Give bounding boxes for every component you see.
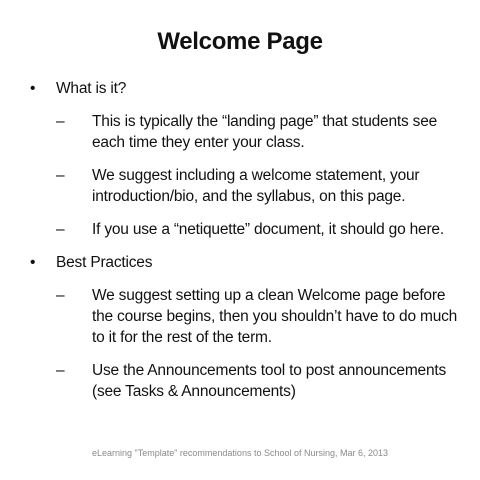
sub-bullet-text: Use the Announcements tool to post announcements (see Tasks & Announcements) xyxy=(92,362,447,400)
bullet-text: What is it? xyxy=(56,80,127,97)
dash-marker: – xyxy=(56,221,65,238)
sub-bullet-text: If you use a “netiquette” document, it should go here. xyxy=(92,221,444,238)
dash-marker: – xyxy=(56,113,65,130)
sub-bullet-item xyxy=(30,165,460,207)
bullet-marker: • xyxy=(30,254,36,271)
dash-marker: – xyxy=(56,287,65,304)
sub-bullet-item xyxy=(30,360,460,402)
dash-marker: – xyxy=(56,167,65,184)
bullet-marker: • xyxy=(30,80,36,97)
bullet-item-best-practices xyxy=(30,252,460,273)
slide-body xyxy=(30,78,460,414)
slide-title: Welcome Page xyxy=(157,28,323,55)
slide-footer: eLearning "Template" recommendations to School of Nursing, Mar 6, 2013 xyxy=(91,448,389,458)
sub-bullet-text: This is typically the “landing page” that students see each time they enter your class. xyxy=(92,113,438,151)
sub-bullet-text: We suggest including a welcome statement, your introduction/bio, and the syllabus, on this page. xyxy=(92,167,420,205)
sub-bullet-item xyxy=(30,219,460,240)
dash-marker: – xyxy=(56,362,65,379)
sub-bullet-item xyxy=(30,285,460,348)
bullet-item-what-is-it xyxy=(30,78,460,99)
bullet-text: Best Practices xyxy=(56,254,153,271)
sub-bullet-item xyxy=(30,111,460,153)
sub-bullet-text: We suggest setting up a clean Welcome page before the course begins, then you shouldn’t have to do much to it for the rest of the term. xyxy=(92,287,458,346)
